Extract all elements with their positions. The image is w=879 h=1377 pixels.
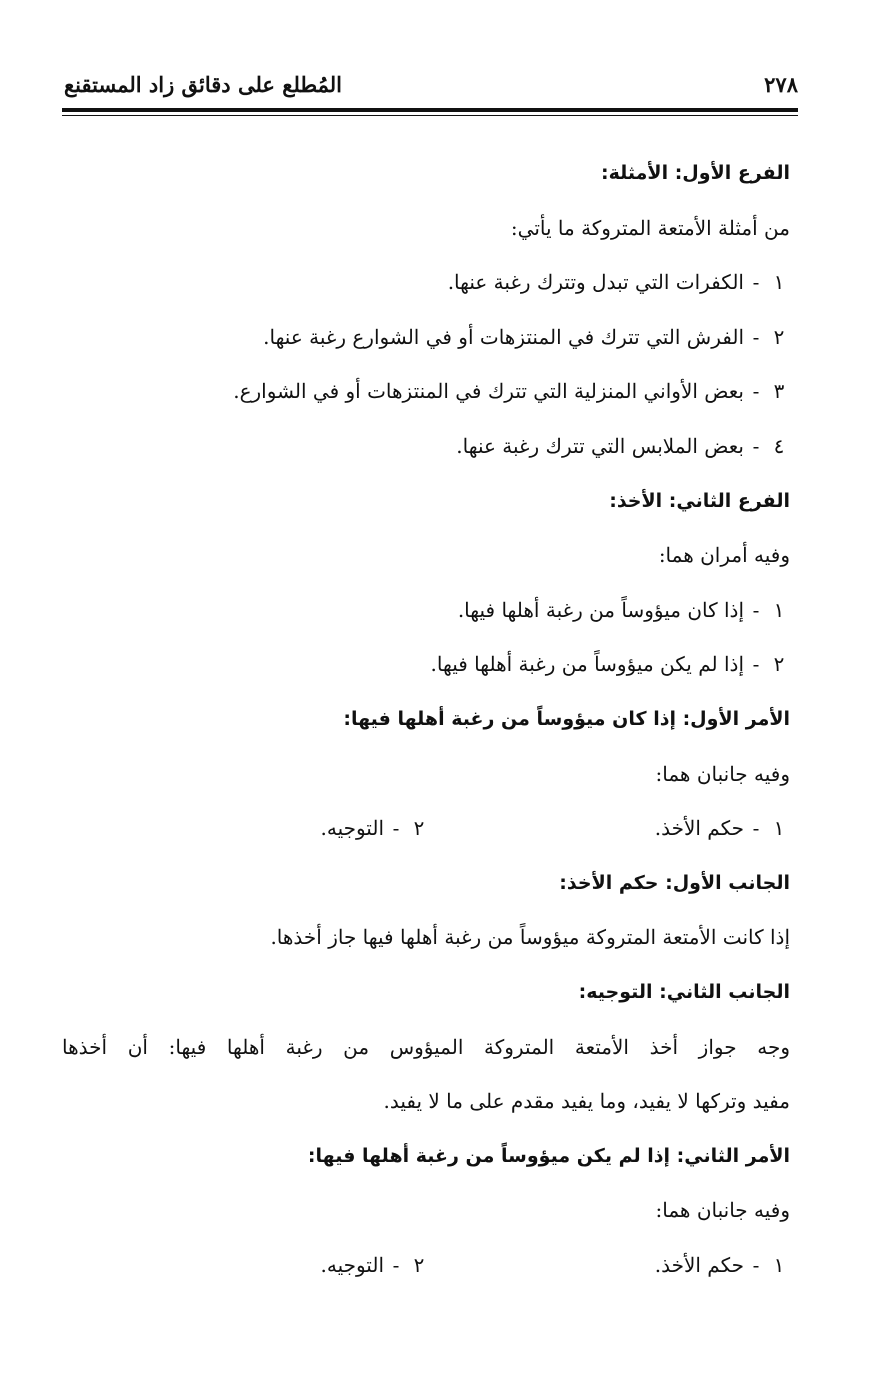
list-dash: - xyxy=(752,379,760,404)
list-dash: - xyxy=(392,1252,400,1277)
header-rule-thin xyxy=(62,115,798,116)
subsection-heading: الأمر الأول: إذا كان ميؤوساً من رغبة أهلها فيها: xyxy=(343,707,790,730)
book-title: المُطلع على دقائق زاد المستقنع xyxy=(63,72,342,97)
header-rule-thick xyxy=(62,108,798,112)
running-header xyxy=(62,72,798,102)
list-dash: - xyxy=(752,324,760,349)
list-number: ٣ xyxy=(773,379,785,404)
list-text: الكفرات التي تبدل وتترك رغبة عنها. xyxy=(447,270,744,295)
list-text: التوجيه. xyxy=(320,1252,384,1277)
list-number: ٢ xyxy=(413,816,425,841)
paragraph: وفيه أمران هما: xyxy=(658,543,790,568)
list-text: بعض الأواني المنزلية التي تترك في المنتزهات أو في الشوارع. xyxy=(233,379,744,404)
list-number: ١ xyxy=(773,597,785,622)
list-text: حكم الأخذ. xyxy=(654,816,744,841)
list-number: ٢ xyxy=(413,1252,425,1277)
paragraph: وفيه جانبان هما: xyxy=(655,761,790,786)
paragraph-line: مفيد وتركها لا يفيد، وما يفيد مقدم على ما لا يفيد. xyxy=(383,1089,790,1114)
paragraph: من أمثلة الأمتعة المتروكة ما يأتي: xyxy=(510,215,790,240)
list-item-second xyxy=(321,1238,431,1293)
list-text: إذا كان ميؤوساً من رغبة أهلها فيها. xyxy=(457,597,744,622)
section-heading: الفرع الثاني: الأخذ: xyxy=(609,489,790,512)
list-text: إذا لم يكن ميؤوساً من رغبة أهلها فيها. xyxy=(430,652,744,677)
list-item-pair xyxy=(62,801,790,856)
page-number: ٢٧٨ xyxy=(764,72,798,97)
list-text: بعض الملابس التي تترك رغبة عنها. xyxy=(456,433,744,458)
list-item xyxy=(62,255,790,310)
paragraph: وفيه جانبان هما: xyxy=(655,1198,790,1223)
section-heading: الفرع الأول: الأمثلة: xyxy=(601,162,790,184)
list-number: ٤ xyxy=(773,433,785,458)
subsection-heading: الجانب الثاني: التوجيه: xyxy=(578,980,790,1003)
list-dash: - xyxy=(752,816,760,841)
list-item xyxy=(62,583,790,638)
list-dash: - xyxy=(752,597,760,622)
subsection-heading: الأمر الثاني: إذا لم يكن ميؤوساً من رغبة أهلها فيها: xyxy=(307,1144,790,1167)
list-dash: - xyxy=(752,1252,760,1277)
list-item-second xyxy=(321,801,431,856)
list-text: التوجيه. xyxy=(320,816,384,841)
subsection-heading: الجانب الأول: حكم الأخذ: xyxy=(559,871,790,894)
list-dash: - xyxy=(752,270,760,295)
list-dash: - xyxy=(752,433,760,458)
list-item-pair xyxy=(62,1238,790,1293)
list-number: ١ xyxy=(773,816,785,841)
list-number: ٢ xyxy=(773,324,785,349)
list-item xyxy=(62,364,790,419)
page-body xyxy=(62,146,790,1292)
list-text: الفرش التي تترك في المنتزهات أو في الشوارع رغبة عنها. xyxy=(263,324,744,349)
paragraph-line: وجه جواز أخذ الأمتعة المتروكة الميؤوس من رغبة أهلها فيها: أن أخذها xyxy=(62,1034,790,1059)
list-item xyxy=(62,637,790,692)
paragraph: إذا كانت الأمتعة المتروكة ميؤوساً من رغبة أهلها فيها جاز أخذها. xyxy=(270,925,790,950)
list-text: حكم الأخذ. xyxy=(654,1252,744,1277)
list-number: ١ xyxy=(773,1252,785,1277)
list-dash: - xyxy=(752,652,760,677)
list-number: ١ xyxy=(773,270,785,295)
list-number: ٢ xyxy=(773,652,785,677)
list-dash: - xyxy=(392,816,400,841)
list-item xyxy=(62,310,790,365)
list-item xyxy=(62,419,790,474)
